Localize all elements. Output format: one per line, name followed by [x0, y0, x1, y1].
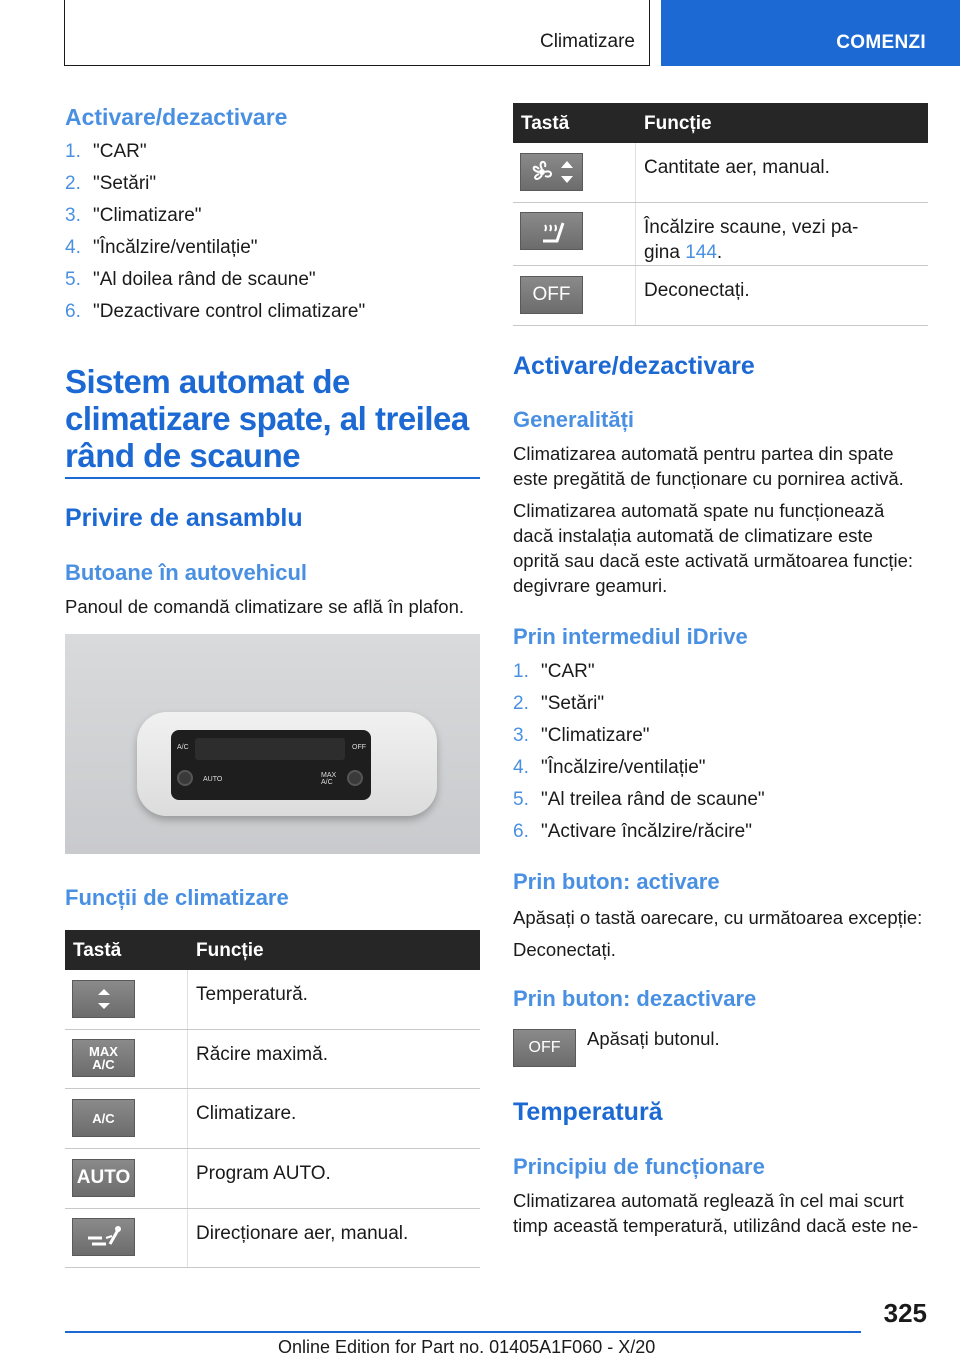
left-activare-heading: Activare/dezactivare: [65, 104, 288, 130]
off-icon: OFF: [520, 276, 583, 314]
buttons-heading: Butoane în autovehicul: [65, 560, 308, 585]
button-off-heading: Prin buton: dezactivare: [513, 986, 757, 1011]
list-item: 6. "Activare încălzire/răcire": [513, 821, 752, 842]
list-item: 5. "Al doilea rând de scaune": [65, 269, 316, 290]
principle-heading: Principiu de funcționare: [513, 1154, 765, 1179]
list-item: 1. "CAR": [65, 141, 147, 162]
left-functions-table: [65, 930, 480, 1268]
button-on-heading: Prin buton: activare: [513, 869, 720, 894]
list-item: 2. "Setări": [65, 173, 157, 194]
page-number: 325: [883, 1298, 927, 1328]
button-on-text: Apăsați o tastă oarecare, cu următoarea excepție:: [513, 907, 923, 928]
seat-heating-text: Încălzire scaune, vezi pa- gina 144.: [644, 217, 859, 263]
temperature-heading: Temperatură: [513, 1098, 663, 1126]
auto-icon: AUTO: [72, 1159, 135, 1197]
general-paragraph-2: Climatizarea automată spate nu funcționează dacă instalația automată de climatizare este oprită sau dacă este activată următoarea funcție: degivrare geamuri.: [513, 500, 914, 596]
title-divider: [65, 477, 480, 479]
right-steps-list: [513, 661, 765, 853]
ac-icon: A/C: [72, 1099, 135, 1137]
max-ac-icon: MAX A/C: [72, 1039, 135, 1077]
list-item: 6. "Dezactivare control climatizare": [65, 301, 366, 322]
fan-speed-icon: [520, 153, 583, 191]
header-chapter-box: [661, 0, 960, 66]
header-section-title: Climatizare: [539, 31, 635, 52]
button-on-text-2: Deconectați.: [513, 939, 616, 960]
table-row: OFF Deconectați.: [513, 266, 928, 326]
list-item: 3. "Climatizare": [513, 725, 650, 746]
list-item: 5. "Al treilea rând de scaune": [513, 789, 765, 810]
table-row: Cantitate aer, manual.: [513, 143, 928, 203]
off-button-icon: OFF: [513, 1029, 576, 1067]
right-functions-table: [513, 103, 928, 326]
right-activare-heading: Activare/dezactivare: [513, 352, 755, 380]
functions-heading: Funcții de climatizare: [65, 885, 289, 910]
idrive-heading: Prin intermediul iDrive: [513, 624, 748, 649]
left-steps-list: [65, 141, 365, 333]
list-item: 4. "Încălzire/ventilație": [65, 237, 258, 258]
roof-control-panel-photo: A/C OFF AUTO MAX A/C: [65, 634, 480, 854]
general-paragraph-1: Climatizarea automată pentru partea din spate este pregătită de funcționare cu pornirea activă.: [513, 443, 904, 489]
footer-rule: [65, 1331, 861, 1333]
list-item: 4. "Încălzire/ventilație": [513, 757, 706, 778]
list-item: 2. "Setări": [513, 693, 605, 714]
overview-heading: Privire de ansamblu: [65, 504, 303, 532]
table-row: AUTO Program AUTO.: [65, 1149, 480, 1209]
table-row: Temperatură.: [65, 970, 480, 1030]
header-section-box: [64, 0, 650, 66]
table-row: MAX A/C Răcire maximă.: [65, 1030, 480, 1089]
table-row: [513, 203, 928, 266]
header-chapter-title: COMENZI: [836, 32, 926, 53]
table-row: A/C Climatizare.: [65, 1089, 480, 1149]
table-row: Direcționare aer, manual.: [65, 1209, 480, 1268]
fan-direction-icon: [72, 1218, 135, 1256]
principle-text: Climatizarea automată reglează în cel mai scurt timp această temperatură, utilizând dacă este ne-: [513, 1190, 919, 1236]
general-heading: Generalități: [513, 407, 635, 432]
footer-edition: Online Edition for Part no. 01405A1F060 - X/20: [278, 1337, 656, 1357]
table-header: Tastă Funcție: [513, 103, 928, 143]
list-item: 1. "CAR": [513, 661, 595, 682]
page-144-link[interactable]: 144: [685, 242, 717, 263]
buttons-text: Panoul de comandă climatizare se află în plafon.: [65, 596, 465, 617]
temperature-arrows-icon: [72, 980, 135, 1018]
main-title: Sistem automat de climatizare spate, al treilea rând de scaune: [65, 363, 469, 474]
table-header: Tastă Funcție: [65, 930, 480, 970]
list-item: 3. "Climatizare": [65, 205, 202, 226]
seat-heating-icon: [520, 212, 583, 250]
button-off-text: Apăsați butonul.: [587, 1028, 720, 1049]
